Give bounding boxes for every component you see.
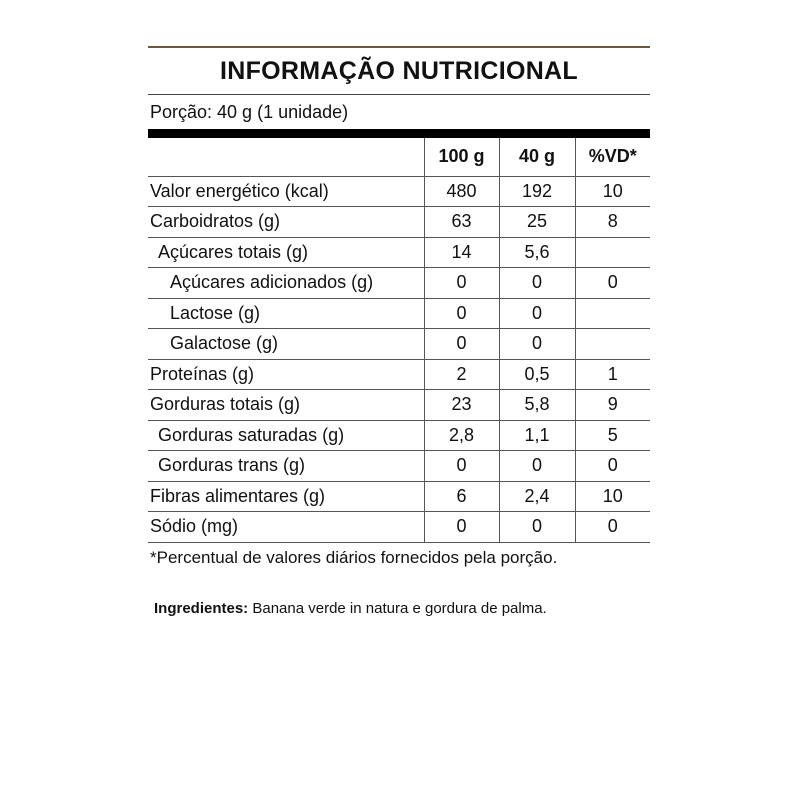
value-40g: 0 (499, 512, 575, 543)
value-daily-percent: 5 (575, 420, 650, 451)
ingredients-line (154, 600, 547, 617)
value-40g: 0,5 (499, 359, 575, 390)
table-row (148, 420, 650, 451)
table-header-row (148, 138, 650, 176)
value-40g: 25 (499, 207, 575, 238)
value-daily-percent: 0 (575, 268, 650, 299)
value-daily-percent (575, 329, 650, 360)
value-100g: 0 (424, 268, 499, 299)
value-daily-percent (575, 237, 650, 268)
value-40g: 5,6 (499, 237, 575, 268)
table-row (148, 512, 650, 543)
value-100g: 6 (424, 481, 499, 512)
value-daily-percent: 1 (575, 359, 650, 390)
value-100g: 14 (424, 237, 499, 268)
value-100g: 480 (424, 176, 499, 207)
value-daily-percent: 10 (575, 481, 650, 512)
table-row (148, 451, 650, 482)
table-row (148, 329, 650, 360)
nutrient-label: Valor energético (kcal) (148, 176, 424, 207)
value-40g: 0 (499, 298, 575, 329)
value-100g: 0 (424, 298, 499, 329)
portion-size: Porção: 40 g (1 unidade) (150, 102, 349, 122)
value-40g: 0 (499, 451, 575, 482)
value-100g: 2 (424, 359, 499, 390)
nutrient-label: Gorduras trans (g) (148, 451, 424, 482)
nutrition-facts-panel (148, 46, 650, 568)
value-100g: 2,8 (424, 420, 499, 451)
nutrient-label: Carboidratos (g) (148, 207, 424, 238)
value-40g: 1,1 (499, 420, 575, 451)
nutrient-label: Gorduras totais (g) (148, 390, 424, 421)
table-row (148, 176, 650, 207)
value-daily-percent: 8 (575, 207, 650, 238)
value-100g: 0 (424, 329, 499, 360)
nutrient-label: Açúcares totais (g) (148, 237, 424, 268)
value-daily-percent: 0 (575, 512, 650, 543)
nutrition-title: INFORMAÇÃO NUTRICIONAL (148, 48, 650, 95)
value-100g: 0 (424, 512, 499, 543)
header-blank-cell (148, 138, 424, 176)
ingredients-label: Ingredientes: (154, 600, 249, 617)
table-row (148, 268, 650, 299)
nutrition-table (148, 138, 650, 543)
value-daily-percent: 9 (575, 390, 650, 421)
nutrient-label: Galactose (g) (148, 329, 424, 360)
value-40g: 5,8 (499, 390, 575, 421)
nutrient-label: Lactose (g) (148, 298, 424, 329)
header-daily-value: %VD* (575, 138, 650, 176)
table-row (148, 237, 650, 268)
daily-value-footnote: *Percentual de valores diários fornecidos pela porção. (150, 547, 558, 567)
value-100g: 0 (424, 451, 499, 482)
nutrient-label: Proteínas (g) (148, 359, 424, 390)
table-row (148, 207, 650, 238)
value-daily-percent: 10 (575, 176, 650, 207)
value-40g: 192 (499, 176, 575, 207)
nutrient-label: Gorduras saturadas (g) (148, 420, 424, 451)
nutrient-label: Fibras alimentares (g) (148, 481, 424, 512)
table-row (148, 481, 650, 512)
nutrient-label: Sódio (mg) (148, 512, 424, 543)
nutrient-label: Açúcares adicionados (g) (148, 268, 424, 299)
table-row (148, 298, 650, 329)
value-40g: 0 (499, 268, 575, 299)
value-40g: 0 (499, 329, 575, 360)
value-daily-percent (575, 298, 650, 329)
table-row (148, 390, 650, 421)
header-40g: 40 g (499, 138, 575, 176)
header-100g: 100 g (424, 138, 499, 176)
value-100g: 23 (424, 390, 499, 421)
ingredients-text: Banana verde in natura e gordura de palma. (248, 600, 547, 617)
thick-divider (148, 129, 650, 138)
value-100g: 63 (424, 207, 499, 238)
table-row (148, 359, 650, 390)
value-40g: 2,4 (499, 481, 575, 512)
value-daily-percent: 0 (575, 451, 650, 482)
